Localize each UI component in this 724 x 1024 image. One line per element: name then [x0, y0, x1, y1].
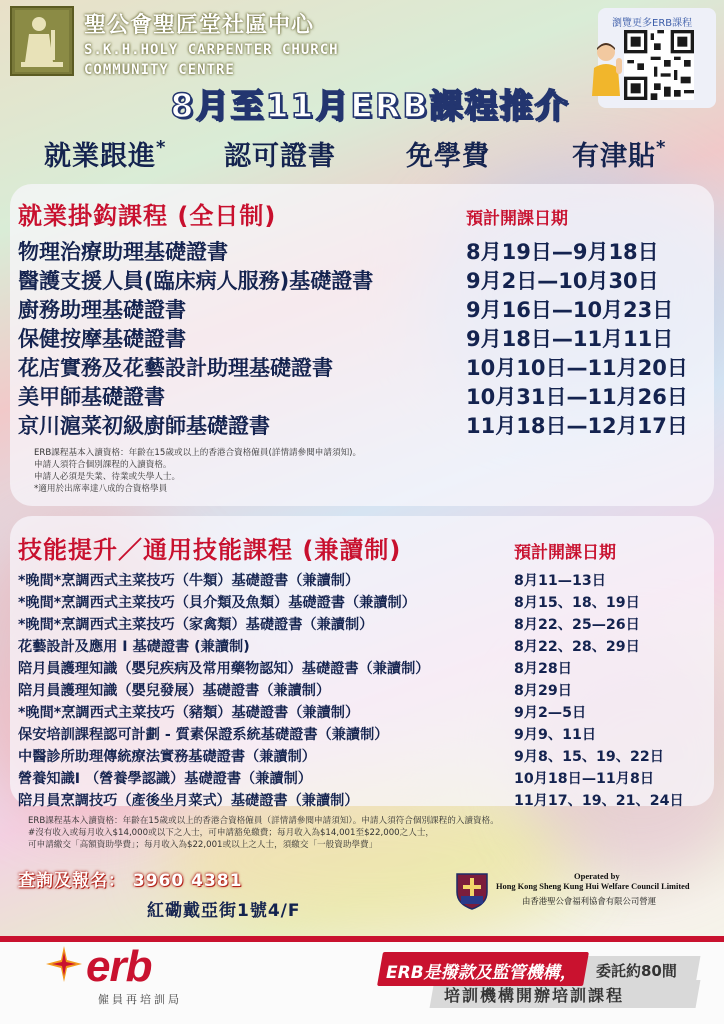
parttime-course-name: 保安培訓課程認可計劃 - 質素保證系統基礎證書（兼讀制） [18, 727, 389, 743]
parttime-course-name: 陪月員護理知識（嬰兒疾病及常用藥物認知）基礎證書（兼讀制） [18, 661, 430, 677]
parttime-course-name: 營養知識I （營養學認識）基礎證書（兼讀制） [18, 771, 312, 787]
perk-employment-follow-up: 就業跟進* [44, 137, 167, 172]
parttime-course-dates: 8月22、28、29日 [514, 639, 640, 655]
fulltime-course-name: 物理治療助理基礎證書 [18, 240, 228, 264]
banner-grey-bottom-text: 培訓機構開辦培訓課程 [444, 986, 625, 1005]
operator-name-zh: 由香港聖公會福利協會有限公司營運 [522, 896, 656, 906]
qr-caption: 瀏覽更多ERB課程 [612, 18, 693, 29]
fulltime-section-title: 就業掛鈎課程 (全日制) [18, 202, 277, 230]
fulltime-course-name: 醫護支援人員(臨床病人服務)基礎證書 [18, 269, 374, 293]
parttime-course-dates: 8月15、18、19日 [514, 595, 640, 611]
parttime-course-name: 陪月員烹調技巧（產後坐月菜式）基礎證書（兼讀制） [18, 793, 359, 809]
fulltime-course-dates: 9月18日—11月11日 [466, 327, 674, 351]
fulltime-course-dates: 10月10日—11月20日 [466, 356, 688, 380]
fulltime-note: 申請人須符合個別課程的入讀資格。 [34, 460, 172, 470]
fulltime-note: 申請人必須是失業、待業或失學人士。 [34, 472, 181, 482]
parttime-course-name: *晚間*烹調西式主菜技巧（貝介類及魚類）基礎證書（兼讀制） [18, 595, 416, 611]
banner-red-text: ERB是撥款及監管機構， [386, 963, 577, 983]
parttime-course-dates: 8月29日 [514, 683, 572, 699]
erb-star-icon [44, 944, 84, 984]
parttime-section-title: 技能提升／通用技能課程 (兼讀制) [18, 536, 402, 564]
person-illustration-icon [586, 40, 626, 96]
enquiry-phone[interactable]: 查詢及報名： 3960 4381 [18, 871, 243, 891]
parttime-course-dates: 10月18日—11月8日 [514, 771, 655, 787]
fulltime-course-name: 花店實務及花藝設計助理基礎證書 [18, 356, 333, 380]
fulltime-note: ERB課程基本入讀資格：年齡在15歲或以上的香港合資格僱員(詳情請參閱申請須知)。 [34, 448, 362, 458]
fulltime-course-dates: 9月2日—10月30日 [466, 269, 659, 293]
operator-name-en: Hong Kong Sheng Kung Hui Welfare Council Limited [496, 882, 690, 891]
parttime-course-dates: 9月8、15、19、22日 [514, 749, 664, 765]
fulltime-course-name: 美甲師基礎證書 [18, 385, 165, 409]
fulltime-course-dates: 8月19日—9月18日 [466, 240, 659, 264]
fulltime-course-name: 保健按摩基礎證書 [18, 327, 186, 351]
parttime-course-dates: 9月2—5日 [514, 705, 587, 721]
parttime-course-dates: 11月17、19、21、24日 [514, 793, 684, 809]
perk-allowance: 有津貼* [572, 137, 667, 172]
parttime-course-name: 花藝設計及應用 I 基礎證書 (兼讀制) [18, 639, 250, 655]
church-logo [10, 6, 74, 76]
perk-free-tuition: 免學費 [406, 141, 490, 172]
parttime-course-dates: 8月28日 [514, 661, 572, 677]
parttime-note: 可申請繳交「高額資助學費」；每月收入為$22,001或以上之人士，須繳交「一般資助學費」 [28, 840, 378, 850]
parttime-note: ERB課程基本入讀資格：年齡在15歲或以上的香港合資格僱員（詳情請參閱申請須知）。申請人須符合個別課程的入讀資格。 [28, 816, 499, 826]
org-name-en-line1: S.K.H.HOLY CARPENTER CHURCH [84, 42, 339, 58]
parttime-course-dates: 8月22、25—26日 [514, 617, 640, 633]
parttime-course-dates: 9月9、11日 [514, 727, 597, 743]
carpenter-figure-icon [15, 10, 69, 72]
parttime-course-name: *晚間*烹調西式主菜技巧（豬類）基礎證書（兼讀制） [18, 705, 360, 721]
org-name-zh: 聖公會聖匠堂社區中心 [84, 13, 315, 38]
address: 紅磡戴亞街1號4/F [147, 901, 301, 921]
parttime-course-dates: 8月11—13日 [514, 573, 606, 589]
fulltime-course-dates: 11月18日—12月17日 [466, 414, 688, 438]
org-name-en-line2: COMMUNITY CENTRE [84, 62, 235, 78]
perk-recognised-certificate: 認可證書 [224, 141, 336, 172]
operated-by-label: Operated by [574, 871, 620, 881]
banner-grey-right-text: 委託約80間 [596, 962, 677, 980]
qr-code-icon[interactable] [624, 30, 694, 100]
welfare-council-crest-icon [455, 870, 489, 910]
erb-logo: erb [86, 942, 152, 991]
parttime-course-name: 陪月員護理知識（嬰兒發展）基礎證書（兼讀制） [18, 683, 331, 699]
parttime-course-name: *晚間*烹調西式主菜技巧（家禽類）基礎證書（兼讀制） [18, 617, 374, 633]
fulltime-course-name: 京川滬菜初級廚師基礎證書 [18, 414, 270, 438]
fulltime-date-header: 預計開課日期 [466, 209, 568, 229]
fulltime-note: *適用於出席率達八成的合資格學員 [34, 484, 168, 494]
parttime-note: #沒有收入或每月收入$14,000或以下之人士，可申請豁免繳費；每月收入為$14,001至$22,000之人士， [28, 828, 435, 838]
fulltime-course-dates: 9月16日—10月23日 [466, 298, 674, 322]
fulltime-course-name: 廚務助理基礎證書 [18, 298, 186, 322]
erb-subtitle: 僱員再培訓局 [98, 993, 182, 1006]
parttime-date-header: 預計開課日期 [514, 543, 616, 563]
main-title: 8月至11月ERB課程推介 [170, 86, 570, 125]
parttime-course-name: 中醫診所助理傳統療法實務基礎證書（兼讀制） [18, 749, 316, 765]
parttime-course-name: *晚間*烹調西式主菜技巧（牛類）基礎證書（兼讀制） [18, 573, 360, 589]
fulltime-course-dates: 10月31日—11月26日 [466, 385, 688, 409]
